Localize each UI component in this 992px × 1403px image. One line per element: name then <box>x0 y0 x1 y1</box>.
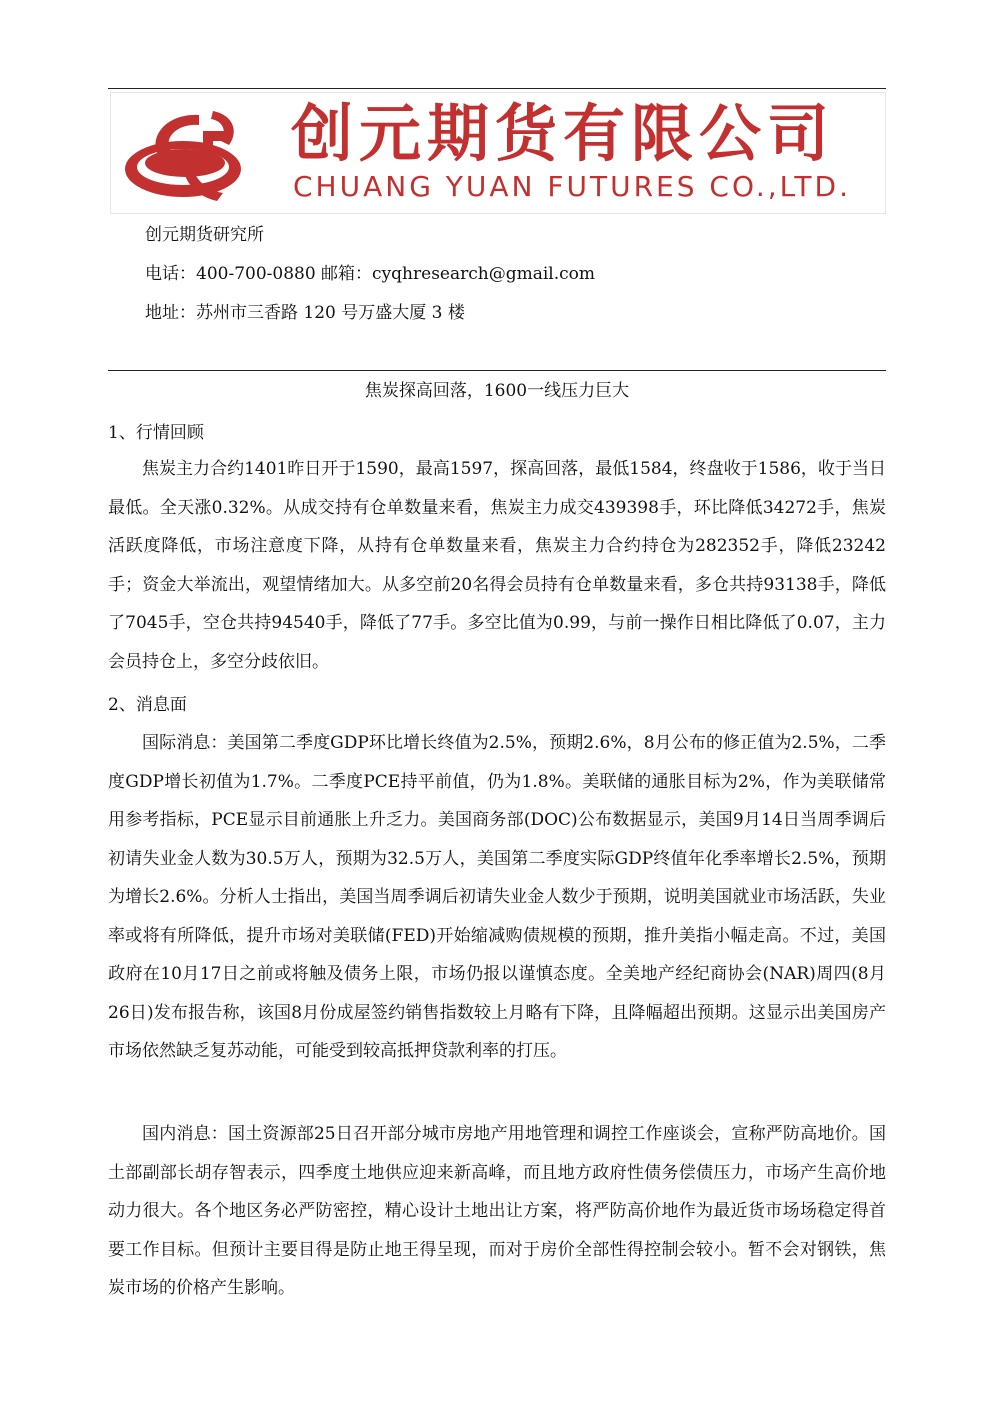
institute-name: 创元期货研究所 <box>145 225 264 245</box>
domestic-news-paragraph: 国内消息：国土资源部25日召开部分城市房地产用地管理和调控工作座谈会，宣称严防高地价。国土部副部长胡存智表示，四季度土地供应迎来新高峰，而且地方政府性债务偿债压力，市场产生高价地动力很大。各个地区务必严防密控，精心设计土地出让方案，将严防高价地作为最近货市场场稳定得首要工作目标。但预计主要目得是防止地王得呈现，而对于房价全部性得控制会较小。暂不会对钢铁，焦炭市场的价格产生影响。 <box>108 1124 886 1298</box>
address-line: 地址：苏州市三香路 120 号万盛大厦 3 楼 <box>145 303 465 323</box>
article-title: 焦炭探高回落，1600一线压力巨大 <box>364 381 630 401</box>
company-name-cn: 创元期货有限公司 <box>291 97 836 170</box>
header-divider <box>108 370 886 371</box>
company-name-en: CHUANG YUAN FUTURES CO.,LTD. <box>293 170 851 203</box>
international-news-paragraph: 国际消息：美国第二季度GDP环比增长终值为2.5%，预期2.6%，8月公布的修正值为2.5%，二季度GDP增长初值为1.7%。二季度PCE持平前值，仍为1.8%。美联储的通胀目标为2%，作为美联储常用参考指标，PCE显示目前通胀上升乏力。美国商务部(DOC)公布数据显示，美国9月14日当周季调后初请失业金人数为30.5万人，预期为32.5万人，美国第二季度实际GDP终值年化季率增长2.5%，预期为增长2.6%。分析人士指出，美国当周季调后初请失业金人数少于预期，说明美国就业市场活跃，失业率或将有所降低，提升市场对美联储(FED)开始缩减购债规模的预期，推升美指小幅走高。不过，美国政府在10月17日之前或将触及债务上限，市场仍报以谨慎态度。全美地产经纪商协会(NAR)周四(8月26日)发布报告称，该国8月份成屋签约销售指数较上月略有下降，且降幅超出预期。这显示出美国房产市场依然缺乏复苏动能，可能受到较高抵押贷款利率的打压。 <box>108 733 886 1061</box>
section-heading-market-review: 1、行情回顾 <box>108 423 204 443</box>
company-logo-icon <box>121 101 271 207</box>
contact-line: 电话：400-700-0880 邮箱：cyqhresearch@gmail.com <box>145 264 596 284</box>
top-rule <box>108 88 886 89</box>
market-review-paragraph: 焦炭主力合约1401昨日开于1590，最高1597，探高回落，最低1584，终盘收于1586，收于当日最低。全天涨0.32%。从成交持有仓单数量来看，焦炭主力成交439398手，环比降低34272手，焦炭活跃度降低，市场注意度下降，从持有仓单数量来看，焦炭主力合约持仓为282352手，降低23242手；资金大举流出，观望情绪加大。从多空前20名得会员持有仓单数量来看，多仓共持93138手，降低了7045手，空仓共持94540手，降低了77手。多空比值为0.99，与前一操作日相比降低了0.07，主力会员持仓上，多空分歧依旧。 <box>108 459 886 672</box>
company-banner <box>110 92 886 214</box>
section-heading-news: 2、消息面 <box>108 695 187 715</box>
